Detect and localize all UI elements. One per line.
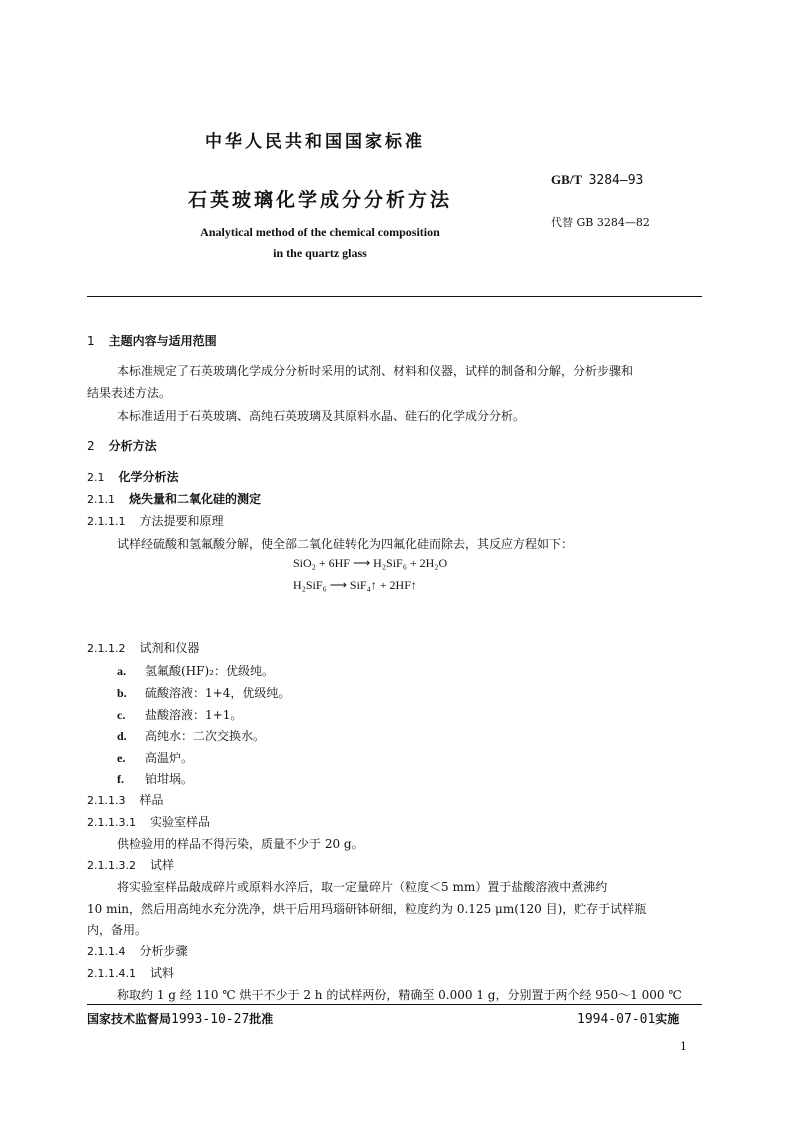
lab-sample-text: 供检验用的样品不得污染，质量不少于 20 g。 [117, 837, 364, 851]
section-2-heading [87, 437, 157, 454]
replaces-standard: 代替 GB 3284—82 [551, 216, 650, 229]
english-title-line-1: Analytical method of the chemical composition [200, 225, 440, 239]
document-title: 石英玻璃化学成分分析方法 [187, 189, 452, 211]
section-title: 试剂和仪器 [139, 641, 200, 655]
section-2-1-1-2-heading [87, 639, 200, 656]
section-title: 化学分析法 [118, 470, 179, 484]
reagent-item: d. 高纯水：二次交换水。 [117, 729, 266, 743]
section-title: 试样 [149, 858, 174, 872]
section-number: 2 [87, 439, 95, 453]
principle-text: 试样经硫酸和氢氟酸分解，使全部二氧化硅转化为四氟化硅而除去，其反应方程如下： [117, 537, 574, 551]
approval-date: 1993-10-27 [171, 1012, 250, 1027]
section-number: 2.1.1.1 [87, 515, 126, 528]
section-number: 2.1.1.3.2 [87, 859, 136, 872]
approval-line: 国家技术监督局1993-10-27批准 [87, 1012, 274, 1027]
english-title-line-2: in the quartz glass [273, 246, 367, 260]
section-2-1-1-1-heading [87, 512, 224, 529]
section-1-paragraph-2: 本标准适用于石英玻璃、高纯石英玻璃及其原料水晶、硅石的化学成分分析。 [117, 409, 526, 423]
section-2-1-1-heading [87, 490, 261, 507]
section-1-paragraph-1-line-2: 结果表述方法。 [87, 386, 172, 400]
section-title: 主题内容与适用范围 [108, 334, 217, 348]
sample-prep-line-1: 将实验室样品敲成碎片或原料水淬后，取一定量碎片（粒度＜5 mm）置于盐酸溶液中煮沸约 [117, 880, 608, 894]
section-2-1-heading [87, 468, 179, 485]
reagent-item: c. 盐酸溶液：1+1。 [117, 708, 243, 722]
section-number: 2.1.1.2 [87, 642, 126, 655]
national-standard-heading: 中华人民共和国国家标准 [205, 132, 425, 152]
section-2-1-1-4-heading [87, 942, 188, 959]
section-title: 实验室样品 [149, 815, 210, 829]
reagent-item: a. 氢氟酸(HF)₂：优级纯。 [117, 664, 274, 678]
sample-prep-line-2: 10 min，然后用高纯水充分洗净，烘干后用玛瑙研钵研细，粒度约为 0.125 μm(120 目)，贮存于试样瓶 [87, 902, 647, 916]
section-title: 分析步骤 [139, 944, 188, 958]
section-number: 2.1.1 [87, 493, 115, 506]
section-title: 方法提要和原理 [139, 514, 224, 528]
reagent-item: b. 硫酸溶液：1+4，优级纯。 [117, 686, 291, 700]
section-2-1-1-3-2-heading [87, 856, 174, 873]
section-number: 2.1.1.4.1 [87, 967, 136, 980]
section-number: 2.1.1.3.1 [87, 816, 136, 829]
reaction-equation-1: SiO₂ + 6HF ⟶ H₂SiF₆ + 2H₂O [293, 556, 448, 570]
section-2-1-1-4-1-heading [87, 964, 174, 981]
sample-prep-line-3: 内，备用。 [87, 923, 148, 937]
reaction-equation-2: H₂SiF₆ ⟶ SiF₄↑ + 2HF↑ [293, 578, 417, 592]
effective-line: 1994-07-01实施 [577, 1012, 680, 1027]
header-rule [87, 296, 702, 297]
section-title: 试料 [149, 966, 174, 980]
standard-number-value: 3284—93 [588, 173, 644, 188]
test-portion-text: 称取约 1 g 经 110 ℃ 烘干不少于 2 h 的试样两份，精确至 0.000 1 g，分别置于两个经 950～1 000 ℃ [117, 988, 682, 1002]
page-number: 1 [680, 1040, 687, 1053]
reagent-item: f. 铂坩埚。 [117, 772, 194, 786]
section-title: 样品 [139, 793, 164, 807]
section-title: 分析方法 [108, 439, 157, 453]
standard-prefix: GB/T [551, 172, 583, 187]
section-number: 1 [87, 334, 95, 348]
reagent-item: e. 高温炉。 [117, 751, 194, 765]
section-1-paragraph-1-line-1: 本标准规定了石英玻璃化学成分分析时采用的试剂、材料和仪器，试样的制备和分解，分析步骤和 [117, 364, 634, 378]
effective-date: 1994-07-01 [577, 1012, 656, 1027]
section-title: 烧失量和二氧化硅的测定 [129, 492, 262, 506]
footer-rule [87, 1004, 702, 1005]
section-number: 2.1 [87, 471, 105, 484]
section-number: 2.1.1.4 [87, 945, 126, 958]
section-2-1-1-3-1-heading [87, 813, 210, 830]
section-2-1-1-3-heading [87, 791, 164, 808]
section-number: 2.1.1.3 [87, 794, 126, 807]
section-1-heading [87, 332, 217, 349]
